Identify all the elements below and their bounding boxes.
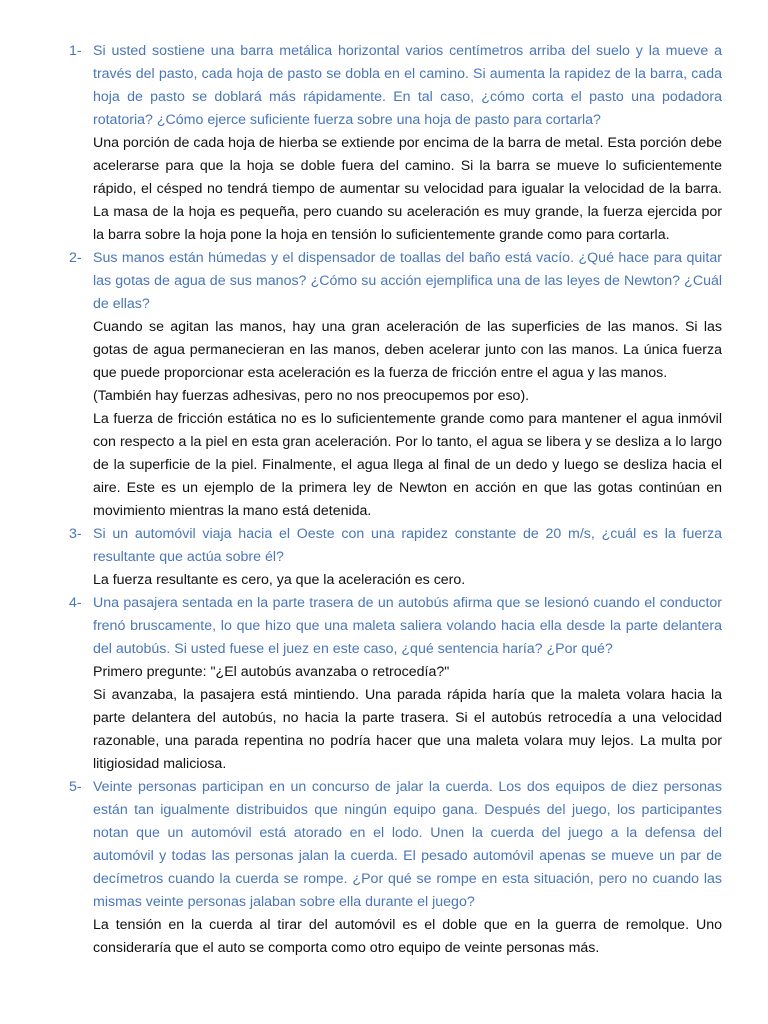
question-number: 4- (69, 595, 82, 611)
question-item-4 (0, 592, 768, 776)
question-text: Una pasajera sentada en la parte trasera de un autobús afirma que se lesionó cuando el conductor frenó bruscamente, lo que hizo que una maleta saliera volando hacia ella desde la parte delantera del autobús. Si usted fuese el juez en este caso, ¿qué sentencia haría? ¿Por qué? (93, 595, 722, 657)
question-number: 3- (69, 526, 82, 542)
question-number: 2- (69, 250, 82, 266)
answer-text: La tensión en la cuerda al tirar del automóvil es el doble que en la guerra de remolque. Uno consideraría que el auto se comporta como otro equipo de veinte personas más. (93, 917, 722, 956)
answer-text: La fuerza de fricción estática no es lo suficientemente grande como para mantener el agua inmóvil con respecto a la piel en esta gran aceleración. Por lo tanto, el agua se libera y se desliza a lo largo de la superficie de la piel. Finalmente, el agua llega al final de un dedo y luego se desliza hacia el aire. Este es un ejemplo de la primera ley de Newton en acción en que las gotas continúan en movimiento mientras la mano está detenida. (93, 411, 722, 519)
question-text: Veinte personas participan en un concurso de jalar la cuerda. Los dos equipos de diez personas están tan igualmente distribuidos que ningún equipo gana. Después del juego, los participantes notan que un automóvil está atorado en el lodo. Unen la cuerda del juego a la defensa del automóvil y todas las personas jalan la cuerda. El pesado automóvil apenas se mueve un par de decímetros cuando la cuerda se rompe. ¿Por qué se rompe en esta situación, pero no cuando las mismas veinte personas jalaban sobre ella durante el juego? (93, 779, 722, 910)
question-item-1 (0, 40, 768, 247)
document-page (0, 40, 768, 960)
question-text: Si un automóvil viaja hacia el Oeste con una rapidez constante de 20 m/s, ¿cuál es la fuerza resultante que actúa sobre él? (93, 526, 722, 565)
question-number: 1- (69, 43, 82, 59)
question-item-5 (0, 776, 768, 960)
question-text: Sus manos están húmedas y el dispensador de toallas del baño está vacío. ¿Qué hace para quitar las gotas de agua de sus manos? ¿Cómo su acción ejemplifica una de las leyes de Newton? ¿Cuál de ellas? (93, 250, 722, 312)
answer-text: Primero pregunte: "¿El autobús avanzaba o retrocedía?" (93, 664, 450, 680)
answer-text: Si avanzaba, la pasajera está mintiendo. Una parada rápida haría que la maleta volara hacia la parte delantera del autobús, no hacia la parte trasera. Si el autobús retrocedía a una velocidad razonable, una parada repentina no podría hacer que una maleta volara muy lejos. La multa por litigiosidad maliciosa. (93, 687, 722, 772)
answer-text: La fuerza resultante es cero, ya que la aceleración es cero. (93, 572, 466, 588)
answer-note: (También hay fuerzas adhesivas, pero no nos preocupemos por eso). (93, 388, 530, 404)
question-item-2 (0, 247, 768, 523)
answer-text: Una porción de cada hoja de hierba se extiende por encima de la barra de metal. Esta porción debe acelerarse para que la hoja se doble fuera del camino. Si la barra se mueve lo suficientemente rápido, el césped no tendrá tiempo de aumentar su velocidad para igualar la velocidad de la barra. La masa de la hoja es pequeña, pero cuando su aceleración es muy grande, la fuerza ejercida por la barra sobre la hoja pone la hoja en tensión lo suficientemente grande como para cortarla. (93, 135, 722, 243)
question-item-3 (0, 523, 768, 592)
question-number: 5- (69, 779, 82, 795)
answer-text: Cuando se agitan las manos, hay una gran aceleración de las superficies de las manos. Si las gotas de agua permanecieran en las manos, deben acelerar junto con las manos. La única fuerza que puede proporcionar esta aceleración es la fuerza de fricción entre el agua y las manos. (93, 319, 722, 381)
question-text: Si usted sostiene una barra metálica horizontal varios centímetros arriba del suelo y la mueve a través del pasto, cada hoja de pasto se dobla en el camino. Si aumenta la rapidez de la barra, cada hoja de pasto se doblará más rápidamente. En tal caso, ¿cómo corta el pasto una podadora rotatoria? ¿Cómo ejerce suficiente fuerza sobre una hoja de pasto para cortarla? (93, 43, 722, 128)
